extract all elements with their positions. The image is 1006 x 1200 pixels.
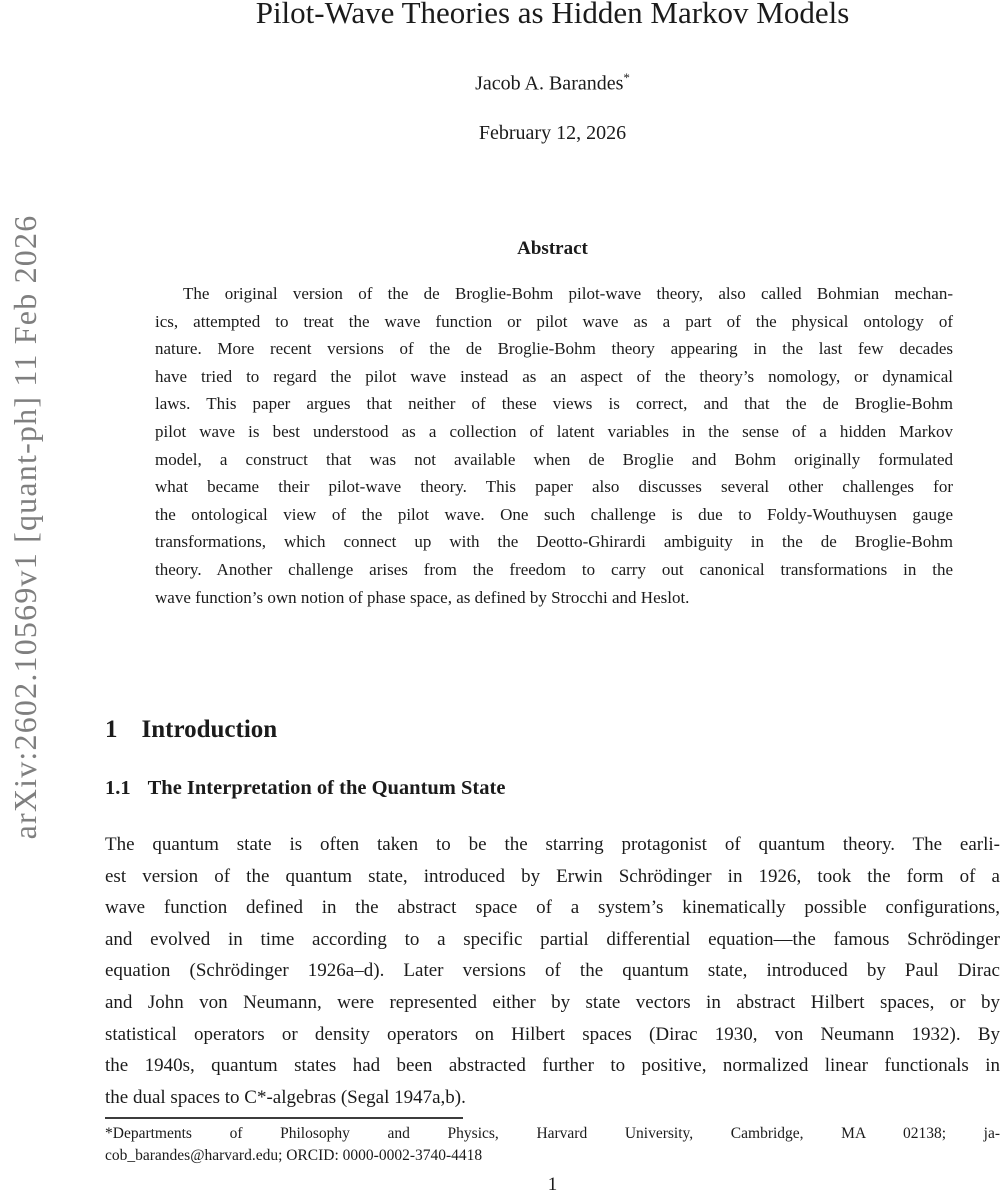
text-line: theory. Another challenge arises from the freedom to carry out canonical transformations in the (155, 559, 953, 579)
abstract-text (155, 280, 953, 611)
page-number: 1 (547, 1174, 558, 1195)
section-1-heading (105, 716, 277, 744)
footnote-text (105, 1123, 1000, 1166)
text-line: statistical operators or density operators on Hilbert spaces (Dirac 1930, von Neumann 1932). By (105, 1023, 1000, 1045)
section-1-number: 1 (105, 716, 118, 743)
footnote-rule (105, 1117, 463, 1119)
section-1-1-title: The Interpretation of the Quantum State (147, 777, 506, 799)
section-1-1-heading (105, 777, 505, 800)
text-line: pilot wave is best understood as a collection of latent variables in the sense of a hidden Markov (155, 421, 953, 441)
text-line: the ontological view of the pilot wave. One such challenge is due to Foldy-Wouthuysen gauge (155, 504, 953, 524)
text-line: wave function defined in the abstract space of a system’s kinematically possible configurations, (105, 897, 1000, 919)
section-1-title: Introduction (141, 716, 278, 743)
text-line: The quantum state is often taken to be the starring protagonist of quantum theory. The earli- (105, 834, 1000, 855)
arxiv-watermark: arXiv:2602.10569v1 [quant-ph] 11 Feb 2026 (7, 214, 43, 840)
text-line: what became their pilot-wave theory. This paper also discusses several other challenges for (155, 477, 953, 497)
text-line: cob_barandes@harvard.edu; ORCID: 0000-0002-3740-4418 (105, 1146, 483, 1164)
author-name: Jacob A. Barandes (475, 72, 624, 95)
paper-date: February 12, 2026 (478, 122, 627, 144)
text-line: equation (Schrödinger 1926a–d). Later versions of the quantum state, introduced by Paul Dirac (105, 960, 1000, 982)
text-line: est version of the quantum state, introduced by Erwin Schrödinger in 1926, took the form of a (105, 865, 1000, 887)
text-line: the 1940s, quantum states had been abstracted further to positive, normalized linear functionals in (105, 1055, 1000, 1077)
text-line: transformations, which connect up with the Deotto-Ghirardi ambiguity in the de Broglie-Bohm (155, 532, 953, 552)
text-line: ics, attempted to treat the wave function or pilot wave as a part of the physical ontology of (155, 311, 953, 331)
text-line: have tried to regard the pilot wave instead as an aspect of the theory’s nomology, or dynamical (155, 366, 953, 386)
section-1-1-number: 1.1 (105, 777, 131, 799)
text-line: and evolved in time according to a specific partial differential equation—the famous Schrödinger (105, 928, 1000, 950)
text-line: *Departments of Philosophy and Physics, Harvard University, Cambridge, MA 02138; ja- (105, 1125, 1000, 1142)
text-line: and John von Neumann, were represented either by state vectors in abstract Hilbert spaces, or by (105, 991, 1000, 1013)
text-line: wave function’s own notion of phase space, as defined by Strocchi and Heslot. (155, 587, 690, 607)
text-line: laws. This paper argues that neither of these views is correct, and that the de Broglie-Bohm (155, 394, 953, 414)
introduction-paragraph (105, 829, 1000, 1113)
author-line (105, 70, 1000, 96)
paper-title: Pilot-Wave Theories as Hidden Markov Models (255, 0, 850, 30)
abstract-heading: Abstract (517, 238, 588, 259)
author-footnote-marker: * (623, 70, 630, 85)
text-line: model, a construct that was not available when de Broglie and Bohm originally formulated (155, 449, 953, 469)
text-line: the dual spaces to C*-algebras (Segal 1947a,b). (105, 1086, 466, 1108)
text-line: nature. More recent versions of the de Broglie-Bohm theory appearing in the last few decades (155, 339, 953, 359)
text-line: The original version of the de Broglie-Bohm pilot-wave theory, also called Bohmian mechan- (183, 284, 953, 303)
